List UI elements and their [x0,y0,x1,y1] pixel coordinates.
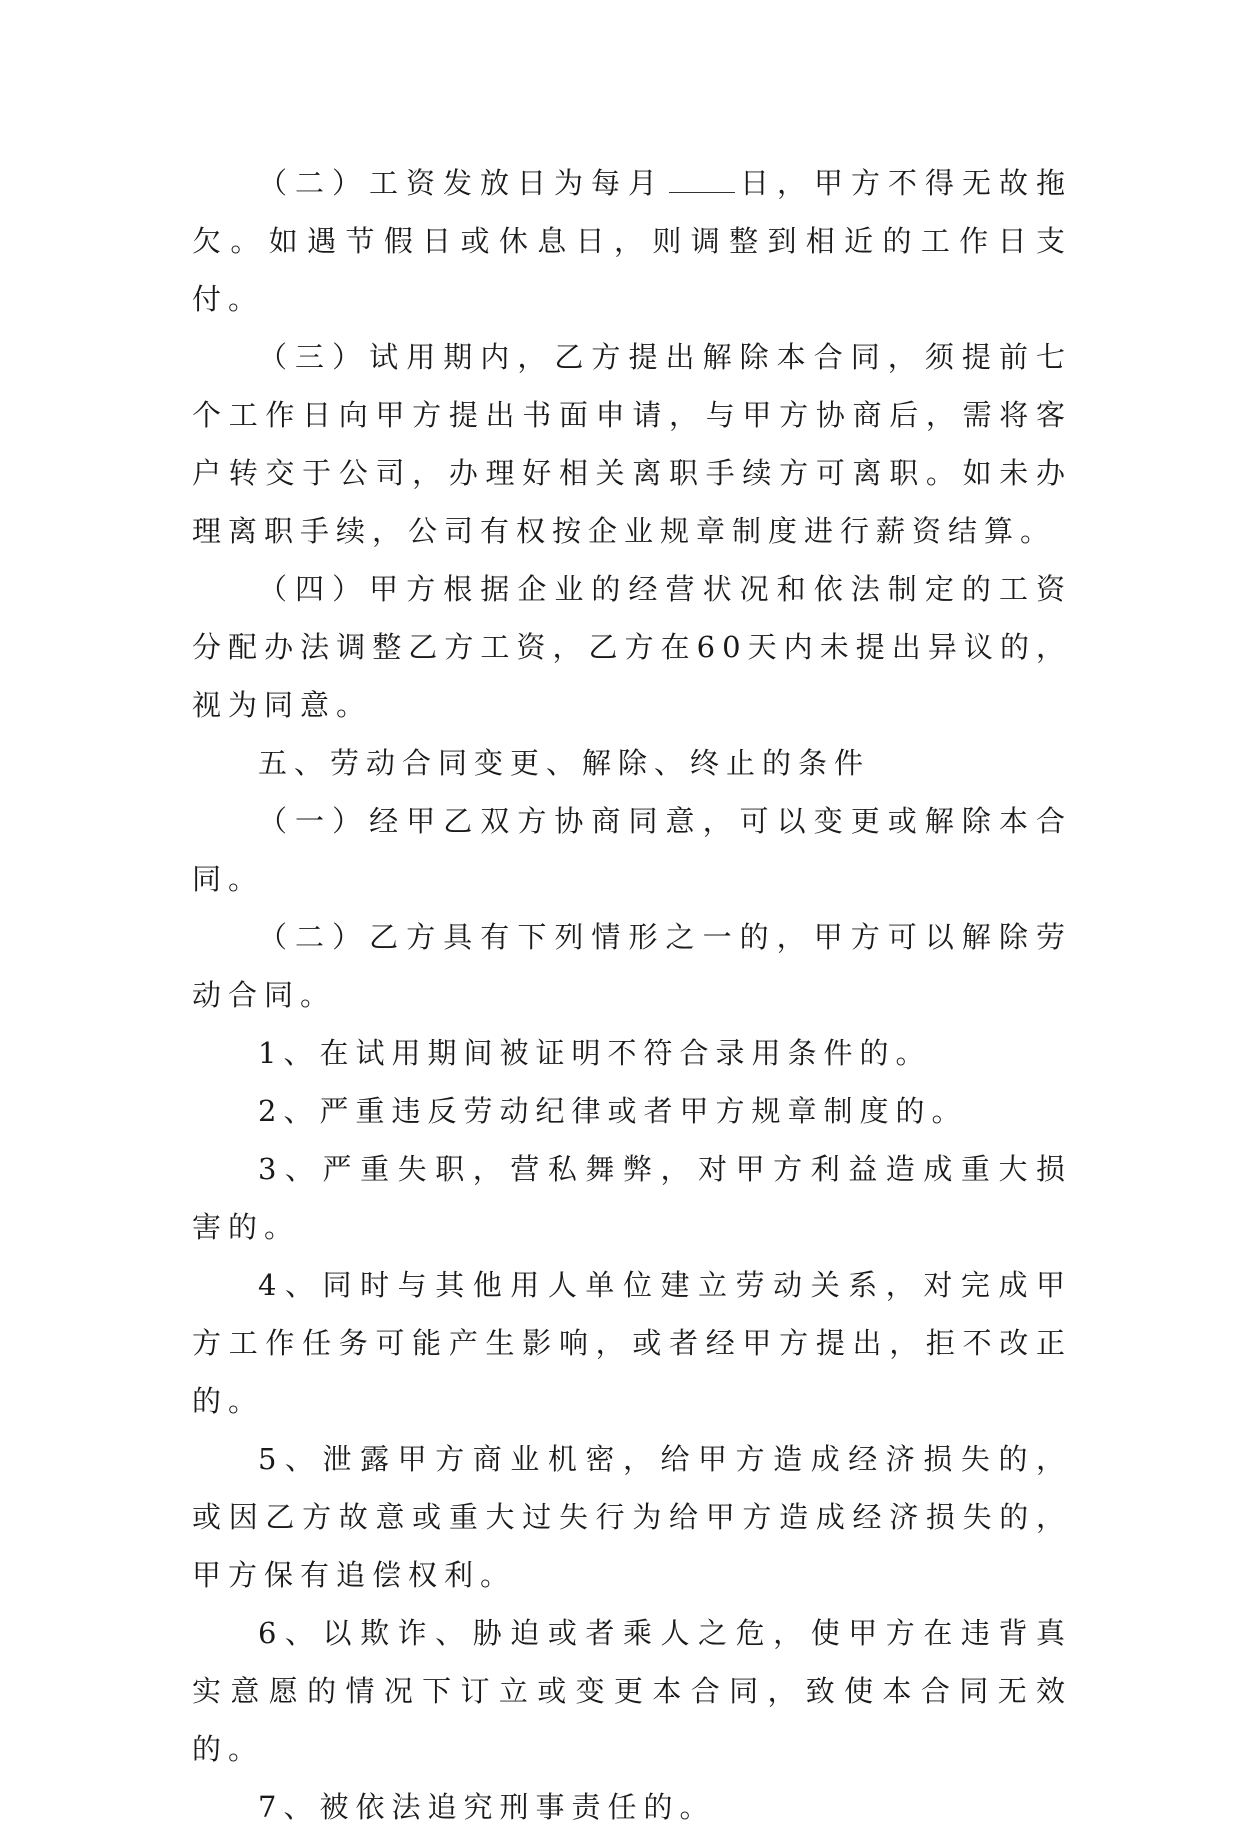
fill-in-blank[interactable] [669,170,735,193]
list-item-5: 5、泄露甲方商业机密，给甲方造成经济损失的，或因乙方故意或重大过失行为给甲方造成经济损失的，甲方保有追偿权利。 [192,1442,1072,1592]
list-item-1: 1、在试用期间被证明不符合录用条件的。 [258,1036,932,1070]
document-body [192,154,1072,1836]
paragraph-payday-text-before: （二）工资发放日为每月 [258,166,665,200]
paragraph-probation-resignation: （三）试用期内，乙方提出解除本合同，须提前七个工作日向甲方提出书面申请，与甲方协商后，需将客户转交于公司，办理好相关离职手续方可离职。如未办理离职手续，公司有权按企业规章制度进行薪资结算。 [192,340,1072,548]
list-item-6: 6、以欺诈、胁迫或者乘人之危，使甲方在违背真实意愿的情况下订立或变更本合同，致使本合同无效的。 [192,1616,1072,1766]
paragraph-salary-adjustment: （四）甲方根据企业的经营状况和依法制定的工资分配办法调整乙方工资，乙方在60天内未提出异议的，视为同意。 [192,572,1072,722]
paragraph-termination-conditions: （二）乙方具有下列情形之一的，甲方可以解除劳动合同。 [192,920,1072,1012]
list-item-4: 4、同时与其他用人单位建立劳动关系，对完成甲方工作任务可能产生影响，或者经甲方提出，拒不改正的。 [192,1268,1072,1418]
paragraph-mutual-agreement: （一）经甲乙双方协商同意，可以变更或解除本合同。 [192,804,1072,896]
paragraph-payday-text-after: 日，甲方不得无故拖欠。如遇节假日或休息日，则调整到相近的工作日支付。 [192,166,1072,316]
section-heading-contract-changes: 五、劳动合同变更、解除、终止的条件 [258,746,871,780]
paragraph-payday [192,154,1072,328]
list-item-7: 7、被依法追究刑事责任的。 [258,1790,716,1824]
list-item-3: 3、严重失职，营私舞弊，对甲方利益造成重大损害的。 [192,1152,1072,1244]
list-item-2: 2、严重违反劳动纪律或者甲方规章制度的。 [258,1094,968,1128]
